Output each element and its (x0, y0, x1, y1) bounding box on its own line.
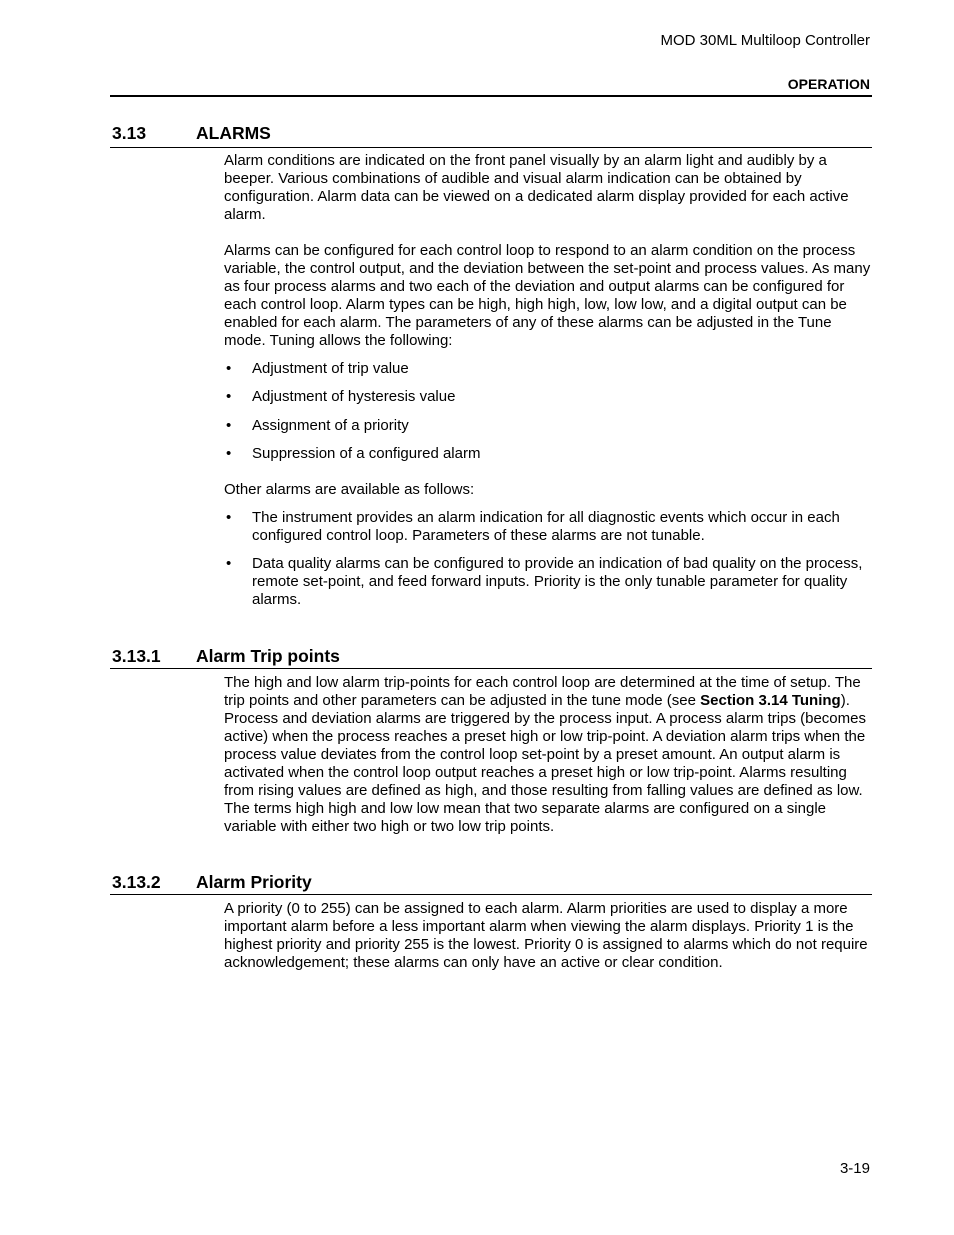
bullet-marker: • (226, 555, 232, 572)
section-title: ALARMS (196, 123, 271, 143)
bullet-marker: • (226, 417, 232, 434)
paragraph-text: ). Process and deviation alarms are triggered by the process input. A process alarm trips (becomes active) when the process reaches a preset high or low trip-point. A deviation alarm trips when the process value deviates from the control loop set-point by a preset amount. An output alarm is activated when the control loop output reaches a preset high or low trip-point. Alarms resulting from rising values are defined as high, and those resulting from falling values are defined as low. The terms high high and low low mean that two separate alarms are configured on a single variable with either two high or two low trip points. (224, 692, 866, 835)
paragraph-text: The high and low alarm trip-points for each control loop are determined at the time of setup. The trip points and other parameters can be adjusted in the tune mode (see (224, 674, 861, 709)
bullet-marker: • (226, 445, 232, 462)
bullet-marker: • (226, 388, 232, 405)
section-number: 3.13 (112, 123, 147, 143)
list-item: Assignment of a priority (252, 417, 409, 434)
section-reference: Section 3.14 Tuning (700, 692, 841, 709)
subsection-number: 3.13.1 (112, 646, 161, 666)
paragraph-alarm-config: Alarms can be configured for each control loop to respond to an alarm condition on the process variable, the control output, and the deviation between the set-point and process values. As many as four process alarms and two each of the deviation and output alarms can be configured for each control loop. Alarm types can be high, high high, low, low low, and a digital output can be enabled for each alarm. The parameters of any of these alarms can be adjusted in the Tune mode. Tuning allows the following: (224, 242, 871, 349)
subsection-divider (110, 668, 872, 669)
paragraph-alarm-intro: Alarm conditions are indicated on the front panel visually by an alarm light and audibly by a beeper. Various combinations of audible and visual alarm indication can be obtained by configuration. Alarm data can be viewed on a dedicated alarm display provided for each active alarm. (224, 152, 849, 223)
subsection-divider (110, 894, 872, 895)
chapter-label: OPERATION (787, 76, 870, 92)
document-title: MOD 30ML Multiloop Controller (660, 32, 870, 49)
paragraph-other-alarms: Other alarms are available as follows: (224, 481, 475, 498)
bullet-marker: • (226, 509, 232, 526)
list-item: Suppression of a configured alarm (252, 445, 481, 462)
page-number: 3-19 (839, 1160, 870, 1177)
subsection-title: Alarm Priority (196, 872, 312, 892)
subsection-title: Alarm Trip points (196, 646, 340, 666)
subsection-number: 3.13.2 (112, 872, 161, 892)
bullet-marker: • (226, 360, 232, 377)
section-divider (110, 147, 872, 148)
list-item: Adjustment of trip value (252, 360, 409, 377)
list-item: The instrument provides an alarm indication for all diagnostic events which occur in each configured control loop. Parameters of these alarms are not tunable. (252, 509, 840, 544)
list-item: Data quality alarms can be configured to provide an indication of bad quality on the process, remote set-point, and feed forward inputs. Priority is the only tunable parameter for quality alarms. (252, 555, 863, 608)
header-divider (110, 95, 872, 97)
paragraph-alarm-priority: A priority (0 to 255) can be assigned to each alarm. Alarm priorities are used to display a more important alarm before a less important alarm when viewing the alarm displays. Priority 1 is the highest priority and priority 255 is the lowest. Priority 0 is assigned to alarms which do not require acknowledgement; these alarms can only have an active or clear condition. (224, 900, 868, 971)
list-item: Adjustment of hysteresis value (252, 388, 456, 405)
paragraph-trip-points (224, 674, 872, 836)
